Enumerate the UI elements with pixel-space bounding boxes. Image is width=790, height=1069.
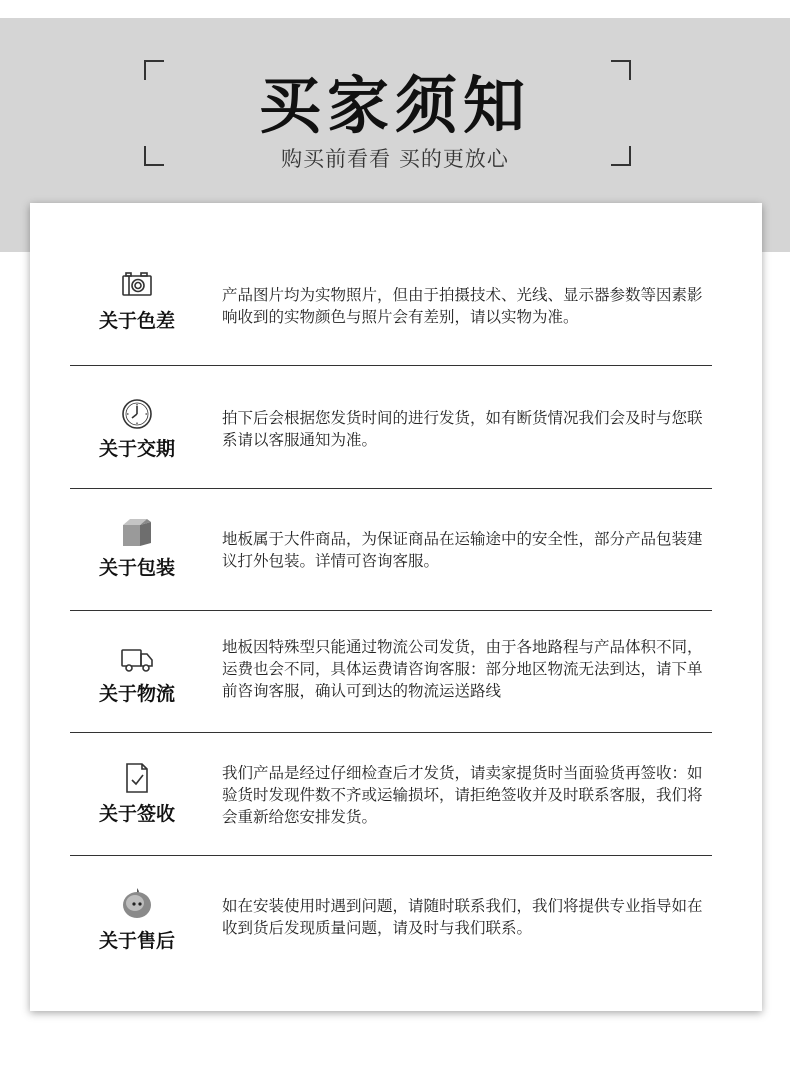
section-text: 产品图片均为实物照片，但由于拍摄技术、光线、显示器参数等因素影响收到的实物颜色与照片会有差别，请以实物为准。 [222, 286, 703, 326]
section-label: 关于包装 [98, 557, 175, 579]
section-label: 关于交期 [98, 438, 175, 460]
section-label: 关于色差 [98, 310, 175, 332]
section-label: 关于物流 [98, 683, 175, 705]
page-subtitle: 购买前看看 买的更放心 [281, 147, 509, 171]
section-divider [70, 855, 712, 856]
clock-icon [120, 397, 154, 431]
section-text: 如在安装使用时遇到问题，请随时联系我们，我们将提供专业指导如在收到货后发现质量问题，请及时与我们联系。 [222, 897, 703, 937]
box-icon [120, 516, 154, 550]
section-text: 拍下后会根据您发货时间的进行发货，如有断货情况我们会及时与您联系请以客服通知为准。 [222, 409, 703, 449]
section-divider [70, 488, 712, 489]
page-title: 买家须知 [258, 69, 531, 142]
chat-mascot-icon [120, 886, 154, 920]
truck-icon [120, 642, 154, 676]
signed-document-icon [120, 761, 154, 795]
section-text: 地板属于大件商品，为保证商品在运输途中的安全性，部分产品包装建议打外包装。详情可咨询客服。 [222, 530, 703, 570]
section-label: 关于售后 [98, 930, 175, 952]
section-divider [70, 610, 712, 611]
section-text: 我们产品是经过仔细检查后才发货，请卖家提货时当面验货再签收：如验货时发现件数不齐或运输损坏，请拒绝签收并及时联系客服，我们将会重新给您安排发货。 [222, 764, 703, 826]
notice-card [30, 203, 762, 1011]
section-divider [70, 365, 712, 366]
section-label: 关于签收 [98, 803, 175, 825]
camera-icon [120, 267, 154, 301]
section-divider [70, 732, 712, 733]
section-text: 地板因特殊型只能通过物流公司发货，由于各地路程与产品体积不同，运费也会不同，具体运费请咨询客服：部分地区物流无法到达，请下单前咨询客服，确认可到达的物流运送路线 [222, 638, 703, 700]
